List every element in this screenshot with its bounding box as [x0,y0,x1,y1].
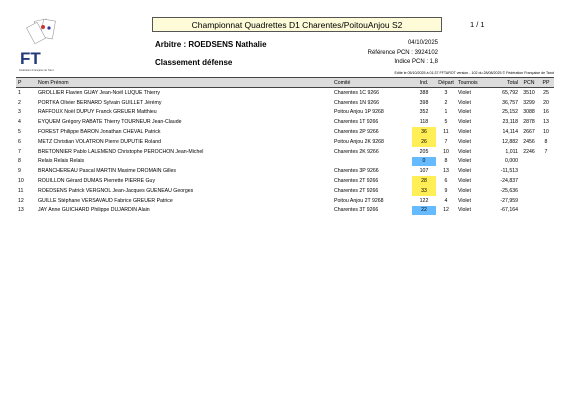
cell-indice: 33 [412,186,436,196]
col-header: Départ [436,78,456,88]
report-date: 04/10/2025 [407,40,438,46]
cell-depart: 2 [444,99,448,106]
cell-team-names: PORTKA Olivier BERNARD Sylvain GUILLET Jérémy [38,99,162,106]
cell-indice: 118 [419,119,429,126]
cell-team-names: FOREST Philippe BARON Jonathan CHEVAL Patrick [38,129,161,136]
cell-depart: 12 [443,207,449,214]
cell-indice: 36 [412,127,436,137]
cell-total: 23,118 [502,119,518,126]
cell-depart: 3 [444,89,448,96]
table-header-row [16,78,554,88]
cell-comite: Charentes 2T 9266 [334,178,379,185]
logo-caption: Fédération Française de Tarot [19,69,54,72]
logo-letters: FT [20,49,41,68]
cell-indice: 26 [412,137,436,147]
cell-pp: 25 [543,89,549,96]
cell-team-names: GUILLE Stéphane VERSAVAUD Fabrice GREUER Patrice [38,197,173,204]
cell-tournois: Violet [458,187,471,194]
cell-total: 12,882 [502,138,518,145]
col-header: Total [492,78,520,88]
cell-team-names: RAFFOUX Noël DUPUY Franck GREUER Matthieu [38,109,157,116]
cell-team-names: GROLLIER Flavien GUAY Jean-Noël LUQUE Thierry [38,89,160,96]
cell-depart: 10 [443,148,449,155]
results-table [16,77,554,215]
col-header: P [16,78,36,88]
cell-team-names: BRANCHEREAU Pascal MARTIN Maxime DROMAIN Gilles [38,168,176,175]
cell-position: 12 [18,197,24,204]
cell-pcn [520,196,538,206]
cell-total: 65,792 [502,89,518,96]
cell-depart: 11 [443,129,449,136]
table-row [16,117,554,127]
cell-indice: 205 [419,148,429,155]
cell-pcn [520,186,538,196]
table-row [16,147,554,157]
cell-pp: 8 [544,138,548,145]
cell-pp: 10 [543,129,549,136]
cell-tournois: Violet [458,99,471,106]
cell-total: -24,837 [500,178,518,185]
cell-depart: 1 [444,109,448,116]
cell-pcn: 2246 [523,148,535,155]
cell-pcn: 2667 [523,129,535,136]
cell-indice: 107 [419,168,429,175]
table-row [16,98,554,108]
table-row [16,206,554,216]
cell-comite: Charentes 3T 9266 [334,207,379,214]
cell-pp [538,166,554,176]
col-header: Ind. [412,78,436,88]
cell-position: 6 [18,138,21,145]
cell-team-names: Relais Relais Relais [38,158,85,165]
cell-indice: 398 [419,99,429,106]
cell-pp [538,157,554,167]
cell-position: 8 [18,158,21,165]
cell-pcn [520,157,538,167]
reference-pcn: Référence PCN : 3924102 [367,50,438,56]
cell-indice: 28 [412,176,436,186]
cell-pp [538,186,554,196]
cell-comite: Charentes 2P 9266 [334,129,379,136]
col-header: Nom Prénom [36,78,332,88]
cell-position: 13 [18,207,24,214]
cell-team-names: EYQUEM Grégory RABATE Thierry TOURNEUR Jean-Claude [38,119,182,126]
cell-position: 7 [18,148,21,155]
cell-tournois: Violet [458,138,471,145]
cell-comite: Charentes 1C 9266 [334,89,379,96]
cell-pcn: 3510 [523,89,535,96]
table-row [16,196,554,206]
table-row [16,108,554,118]
cell-total: -11,513 [500,168,518,175]
cell-pp: 7 [544,148,548,155]
table-row [16,176,554,186]
cell-comite: Charentes 1N 9266 [334,99,379,106]
cell-pcn: 3299 [523,99,535,106]
cell-comite: Poitou Anjou 2K 9268 [334,138,384,145]
cell-pp: 20 [543,99,549,106]
cell-depart: 4 [444,197,448,204]
cell-position: 9 [18,168,21,175]
page-number: 1 / 1 [470,20,485,29]
cell-indice: 122 [419,197,429,204]
cell-position: 4 [18,119,21,126]
cell-comite: Charentes 2T 9266 [334,187,379,194]
cell-tournois: Violet [458,119,471,126]
report-title: Championnat Quadrettes D1 Charentes/PoitouAnjou S2 [152,17,442,32]
cell-total: 25,152 [502,109,518,116]
cell-pcn [520,166,538,176]
cell-total: -27,959 [500,197,518,204]
cell-tournois: Violet [458,197,471,204]
cell-depart: 8 [444,158,448,165]
cell-team-names: METZ Christian VOLATRON Pierre DUPUTIE Roland [38,138,161,145]
cell-comite [332,157,412,167]
cell-pcn: 2878 [523,119,535,126]
cell-pp: 13 [543,119,549,126]
cell-tournois: Violet [458,148,471,155]
fft-logo [14,18,66,74]
cell-pp [538,176,554,186]
cell-pp: 16 [543,109,549,116]
cell-pp [538,206,554,216]
classement-title: Classement défense [155,58,233,67]
cell-tournois: Violet [458,158,471,165]
indice-pcn: Indice PCN : 1,8 [394,59,438,65]
cell-comite: Charentes 2K 9266 [334,148,379,155]
cell-team-names: ROUILLON Gérard DUMAS Pierrette PIERRE Guy [38,178,156,185]
cell-total: 1,011 [505,148,518,155]
cell-indice: 352 [419,109,429,116]
table-row [16,127,554,137]
cell-depart: 6 [444,178,448,185]
cell-total: -25,636 [500,187,518,194]
cell-pcn: 2456 [523,138,535,145]
cell-comite: Charentes 1T 9266 [334,119,379,126]
cell-pp [538,196,554,206]
cell-comite: Charentes 3P 9266 [334,168,379,175]
cell-position: 2 [18,99,21,106]
cell-tournois: Violet [458,129,471,136]
col-header: PCN [520,78,538,88]
cell-pcn [520,176,538,186]
cell-tournois: Violet [458,109,471,116]
cell-position: 3 [18,109,21,116]
cell-total: 36,757 [502,99,518,106]
cell-total: 0,000 [505,158,518,165]
table-row [16,137,554,147]
cell-indice: 0 [412,157,436,167]
cell-position: 10 [18,178,24,185]
cell-comite: Poitou Anjou 1P 9268 [334,109,384,116]
col-header: Comité [332,78,412,88]
cell-depart: 5 [444,119,448,126]
cell-position: 5 [18,129,21,136]
cell-tournois: Violet [458,168,471,175]
table-row [16,157,554,167]
table-row [16,166,554,176]
cell-depart: 7 [444,138,448,145]
col-header: Tournois [456,78,492,88]
cell-total: 14,114 [502,129,518,136]
cell-tournois: Violet [458,207,471,214]
table-row [16,88,554,98]
edition-note: Edité le 05/10/2025 à 01:37 FFTAROT version - 102 du 28/08/2025 © Fédération Française de Tarot [394,71,554,75]
cell-depart: 13 [443,168,449,175]
cell-comite: Poitou Anjou 2T 9268 [334,197,384,204]
cell-indice: 388 [419,89,429,96]
col-header: PP [538,78,554,88]
cell-pcn: 3088 [523,109,535,116]
arbitre-label: Arbitre : ROEDSENS Nathalie [155,40,267,49]
cell-pcn [520,206,538,216]
table-row [16,186,554,196]
cell-tournois: Violet [458,178,471,185]
cell-depart: 9 [444,187,448,194]
cell-team-names: ROEDSENS Patrick VERGNOL Jean-Jacques GUENEAU Georges [38,187,194,194]
cell-team-names: JAY Anne GUICHARD Philippe DUJARDIN Alain [38,207,150,214]
cell-total: -67,164 [500,207,518,214]
cell-team-names: BRETONNIER Pablo LALEMEND Christophe PEROCHON Jean-Michel [38,148,204,155]
cell-indice: 22 [412,206,436,216]
cell-tournois: Violet [458,89,471,96]
cell-position: 11 [18,187,24,194]
cell-position: 1 [18,89,21,96]
